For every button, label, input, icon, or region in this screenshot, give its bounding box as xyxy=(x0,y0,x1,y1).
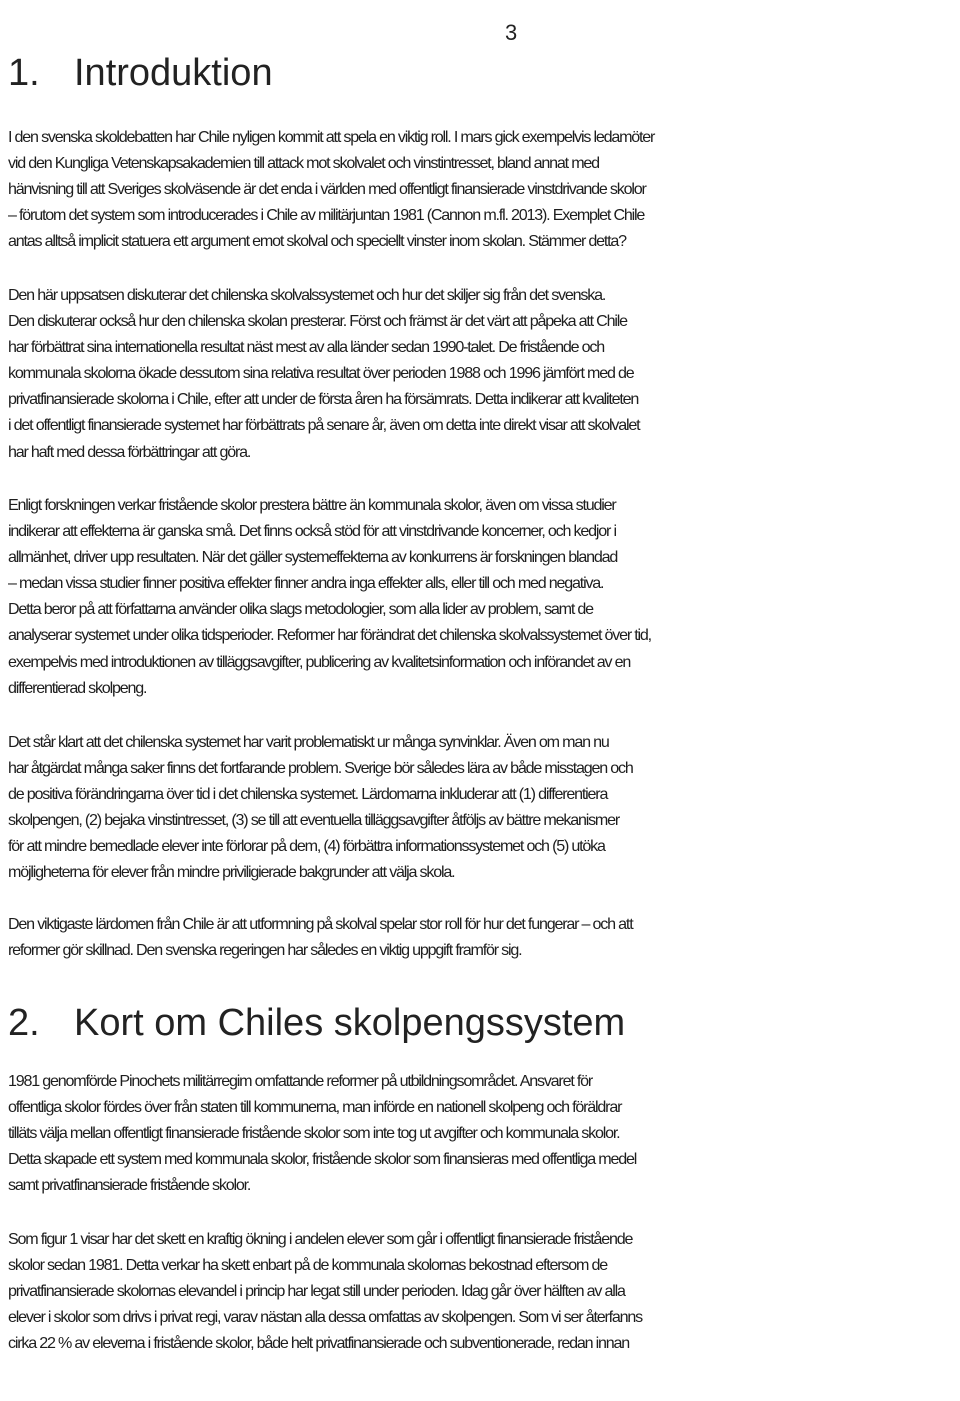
text-line: hänvisning till att Sveriges skolväsende är det enda i världen med offentligt finansierade vinstdrivande skolor xyxy=(8,180,646,199)
text-line: differentierad skolpeng. xyxy=(8,678,147,697)
text-line: de positiva förändringarna över tid i det chilenska systemet. Lärdomarna inkluderar att (1) differentiera xyxy=(8,785,608,804)
text-line: – medan vissa studier finner positiva effekter finner andra inga effekter alls, eller till och med negativa. xyxy=(8,574,604,593)
text-line: reformer gör skillnad. Den svenska regeringen har således en viktig uppgift framför sig. xyxy=(8,941,522,960)
text-line: indikerar att effekterna är ganska små. Det finns också stöd för att vinstdrivande koncerner, och kedjor i xyxy=(8,522,616,541)
text-line: privatfinansierade skolornas elevandel i princip har legat still under perioden. Idag går över hälften av alla xyxy=(8,1282,625,1301)
text-line: Det står klart att det chilenska systemet har varit problematiskt ur många synvinklar. Även om man nu xyxy=(8,733,609,751)
section-2-title: Kort om Chiles skolpengssystem xyxy=(74,1002,626,1044)
text-line: Enligt forskningen verkar fristående skolor prestera bättre än kommunala skolor, även om vissa studier xyxy=(8,496,616,514)
section-1-number: 1. xyxy=(8,52,40,94)
text-line: Den diskuterar också hur den chilenska skolan presterar. Först och främst är det värt att påpeka att Chile xyxy=(8,312,627,331)
text-line: 1981 genomförde Pinochets militärregim omfattande reformer på utbildningsområdet. Ansvaret för xyxy=(8,1072,593,1090)
text-line: för att mindre bemedlade elever inte förlorar på dem, (4) förbättra informationssystemet och (5) utöka xyxy=(8,837,605,856)
text-line: vid den Kungliga Vetenskapsakademien till attack mot skolvalet och vinstintresset, bland annat med xyxy=(8,154,599,173)
text-line: – förutom det system som introducerades i Chile av militärjuntan 1981 (Cannon m.fl. 2013). Exemplet Chile xyxy=(8,206,645,225)
section-1-title: Introduktion xyxy=(74,52,273,94)
text-line: tilläts välja mellan offentligt finansierade fristående skolor som inte tog ut avgifter och kommunala skolor. xyxy=(8,1124,620,1143)
section-1-paragraph-1 xyxy=(8,124,958,254)
text-line: offentliga skolor fördes över från staten till kommunerna, man införde en nationell skolpeng och föräldrar xyxy=(8,1098,622,1117)
text-line: har förbättrat sina internationella resultat näst mest av alla länder sedan 1990-talet. De fristående och xyxy=(8,338,604,357)
section-1-paragraph-4 xyxy=(8,729,958,886)
text-line: kommunala skolorna ökade dessutom sina relativa resultat över perioden 1988 och 1996 jämfört med de xyxy=(8,364,634,383)
text-line: i det offentligt finansierade systemet har förbättrats på senare år, även om detta inte direkt visar att skolvalet xyxy=(8,416,640,435)
text-line: Som figur 1 visar har det skett en kraftig ökning i andelen elever som går i offentligt finansierade fristående xyxy=(8,1230,633,1248)
section-2-paragraph-2 xyxy=(8,1226,958,1356)
text-line: har haft med dessa förbättringar att göra. xyxy=(8,442,251,461)
text-line: elever i skolor som drivs i privat regi, varav nästan alla dessa omfattas av skolpengen. Som vi ser återfanns xyxy=(8,1308,642,1327)
text-line: analyserar systemet under olika tidsperioder. Reformer har förändrat det chilenska skolvalssystemet över tid, xyxy=(8,626,651,645)
text-line: Detta beror på att författarna använder olika slags metodologier, som alla lider av problem, samt de xyxy=(8,600,593,619)
section-2-heading xyxy=(8,1000,625,1046)
text-line: I den svenska skoldebatten har Chile nyligen kommit att spela en viktig roll. I mars gick exempelvis ledamöter xyxy=(8,128,655,146)
section-2-paragraph-1 xyxy=(8,1068,958,1198)
text-line: har åtgärdat många saker finns det fortfarande problem. Sverige bör således lära av både misstagen och xyxy=(8,759,633,778)
text-line: cirka 22 % av eleverna i fristående skolor, både helt privatfinansierade och subventionerade, redan innan xyxy=(8,1334,630,1353)
text-line: allmänhet, driver upp resultaten. När det gäller systemeffekterna av konkurrens är forskningen blandad xyxy=(8,548,618,567)
page-number: 3 xyxy=(505,20,518,45)
text-line: Den här uppsatsen diskuterar det chilenska skolvalssystemet och hur det skiljer sig från det svenska. xyxy=(8,286,606,304)
section-1-paragraph-3 xyxy=(8,492,958,701)
text-line: privatfinansierade skolorna i Chile, efter att under de första åren ha försämrats. Detta indikerar att kvaliteten xyxy=(8,390,639,409)
text-line: exempelvis med introduktionen av tilläggsavgifter, publicering av kvalitetsinformation och införandet av en xyxy=(8,652,631,671)
text-line: skolor sedan 1981. Detta verkar ha skett enbart på de kommunala skolornas bekostnad eftersom de xyxy=(8,1256,607,1275)
section-1-heading xyxy=(8,50,273,96)
text-line: skolpengen, (2) bejaka vinstintresset, (3) se till att eventuella tilläggsavgifter åtföljs av bättre mekanismer xyxy=(8,811,620,830)
section-1-paragraph-2 xyxy=(8,282,958,465)
section-2-number: 2. xyxy=(8,1002,40,1044)
section-1-paragraph-5 xyxy=(8,911,958,963)
text-line: möjligheterna för elever från mindre priviligierade bakgrunder att välja skola. xyxy=(8,863,455,882)
text-line: Den viktigaste lärdomen från Chile är att utformning på skolval spelar stor roll för hur det fungerar – och att xyxy=(8,915,633,933)
text-line: antas alltså implicit statuera ett argument emot skolval och speciellt vinster inom skolan. Stämmer detta? xyxy=(8,232,626,251)
text-line: Detta skapade ett system med kommunala skolor, fristående skolor som finansieras med offentliga medel xyxy=(8,1150,637,1169)
text-line: samt privatfinansierade fristående skolor. xyxy=(8,1176,251,1195)
